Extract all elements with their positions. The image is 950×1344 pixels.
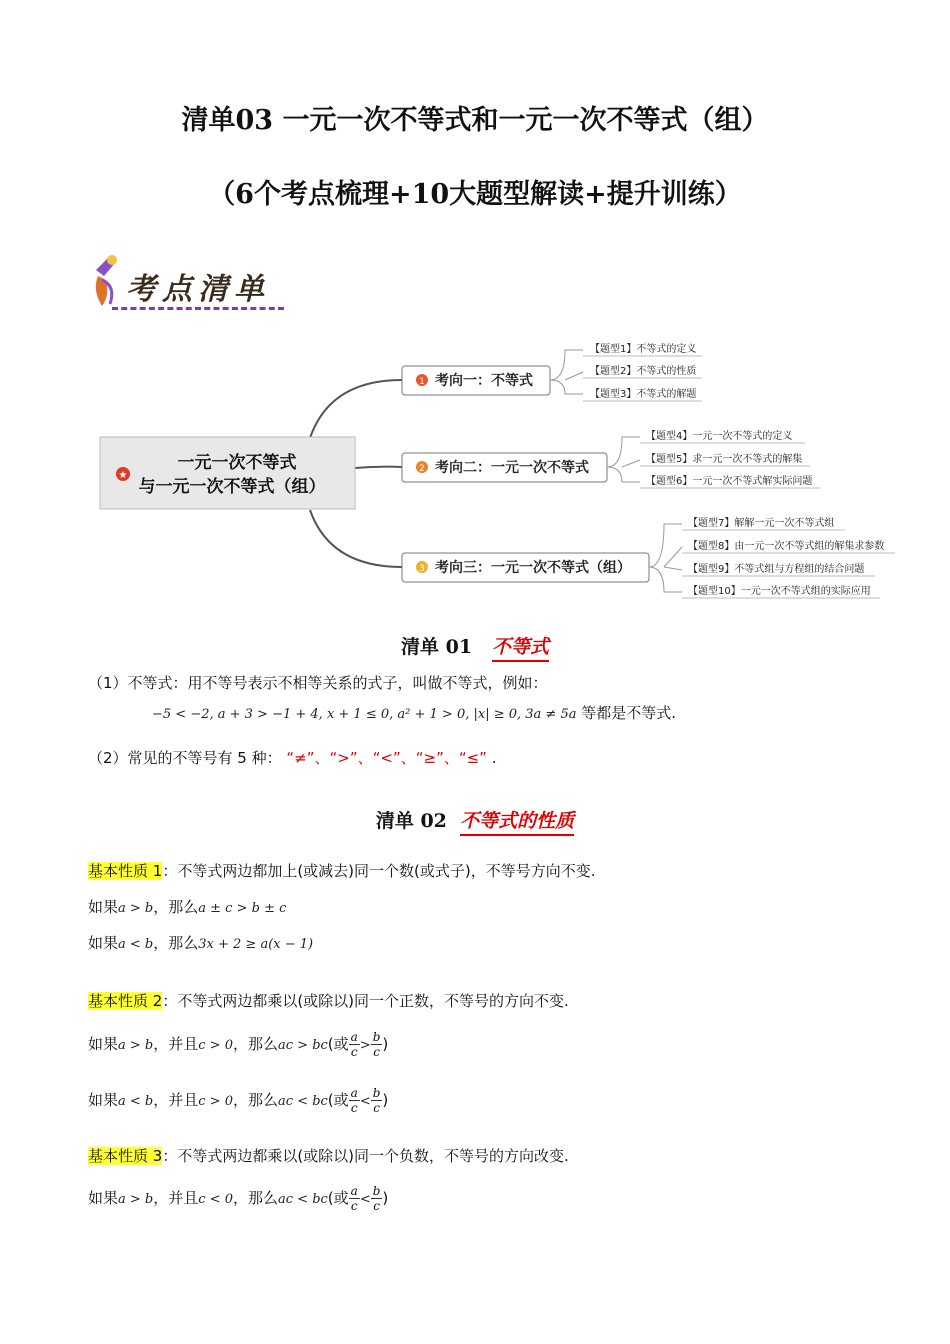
property-1: 基本性质 1：不等式两边都加上(或减去)同一个数(或式子)，不等号方向不变. [88,862,596,880]
property-3: 基本性质 3：不等式两边都乘以(或除以)同一个负数，不等号的方向改变. [88,1147,569,1165]
property-2-line-2: 如果a < b，并且c > 0，那么ac < bc(或 $\frac{a}{c}$ < $\frac{b}{c}$ ) [88,1086,389,1115]
mindmap-root-line1: 一元一次不等式 [177,453,297,473]
highlight-label: 基本性质 2 [88,992,163,1010]
branch-label: 考向二：一元一次不等式 [435,460,589,476]
property-1-line-2: 如果a < b，那么3x + 2 ≥ a(x − 1) [88,934,314,952]
mindmap-connector [310,380,402,438]
page-title: 清单03 一元一次不等式和一元一次不等式（组） [181,105,769,136]
mindmap-connector [355,467,402,468]
svg-text:2: 2 [419,464,425,474]
section-name: 不等式的性质 [460,810,574,836]
mindmap-root [100,437,355,509]
leaf-label: 【题型5】求一元一次不等式的解集 [646,454,803,465]
inequality-signs: “≠”、“>”、“<”、“≥”、“≤” [286,749,487,767]
leaf-label: 【题型8】由一元一次不等式组的解集求参数 [688,541,885,552]
property-2: 基本性质 2：不等式两边都乘以(或除以)同一个正数，不等号的方向不变. [88,992,569,1010]
highlight-label: 基本性质 1 [88,862,163,880]
leaf-label: 【题型3】不等式的解题 [590,389,697,400]
svg-text:1: 1 [419,377,425,387]
leaf-label: 【题型6】一元一次不等式解实际问题 [646,476,813,487]
section-number: 清单 02 [375,810,447,832]
mindmap [0,330,950,610]
fraction: $\frac{a}{c}$ [350,1030,358,1059]
fraction: $\frac{a}{c}$ [350,1086,358,1115]
leaf-label: 【题型2】不等式的性质 [590,366,697,377]
page-subtitle: （6个考点梳理+10大题型解读+提升训练） [208,179,742,210]
section-heading-1 [0,632,950,659]
leaf-label: 【题型10】一元一次不等式组的实际应用 [688,586,871,597]
math-expression: −5 < −2, a + 3 > −1 + 4, x + 1 ≤ 0, a² + 1 > 0, |x| ≥ 0, 3a ≠ 5a [152,707,577,722]
section-number: 清单 01 [401,636,473,658]
section-heading-2 [0,806,950,833]
fraction: $\frac{b}{c}$ [372,1030,381,1059]
fraction: $\frac{b}{c}$ [372,1086,381,1115]
section-name: 不等式 [492,636,549,662]
paragraph-1-examples: −5 < −2, a + 3 > −1 + 4, x + 1 ≤ 0, a² + 1 > 0, |x| ≥ 0, 3a ≠ 5a 等都是不等式. [152,704,677,722]
banner-underline [112,307,284,310]
branch-label: 考向一：不等式 [435,373,533,389]
paragraph-2: （2）常见的不等号有 5 种： “≠”、“>”、“<”、“≥”、“≤” . [88,749,497,767]
leaf-label: 【题型9】不等式组与方程组的结合问题 [688,564,865,575]
leaf-label: 【题型1】不等式的定义 [590,344,697,355]
property-2-line-1: 如果a > b，并且c > 0，那么ac > bc(或 $\frac{a}{c}$ > $\frac{b}{c}$ ) [88,1030,389,1059]
mascot-icon [88,250,128,310]
fraction: $\frac{a}{c}$ [350,1184,358,1213]
leaf-label: 【题型7】解解一元一次不等式组 [688,518,835,529]
property-1-line-1: 如果a > b，那么a ± c > b ± c [88,898,287,916]
svg-text:3: 3 [419,564,425,574]
banner-text: 考点清单 [126,272,270,307]
highlight-label: 基本性质 3 [88,1147,163,1165]
property-3-line-1: 如果a > b，并且c < 0，那么ac < bc(或 $\frac{a}{c}$ < $\frac{b}{c}$ ) [88,1184,389,1213]
leaf-label: 【题型4】一元一次不等式的定义 [646,431,793,442]
section-banner [88,250,288,320]
svg-text:★: ★ [118,470,128,481]
fraction: $\frac{b}{c}$ [372,1184,381,1213]
branch-label: 考向三：一元一次不等式（组） [435,560,631,576]
mindmap-root-line2: 与一元一次不等式（组） [138,477,326,497]
mindmap-connector [310,510,402,567]
paragraph-1: （1）不等式：用不等号表示不相等关系的式子，叫做不等式，例如： [88,674,548,692]
